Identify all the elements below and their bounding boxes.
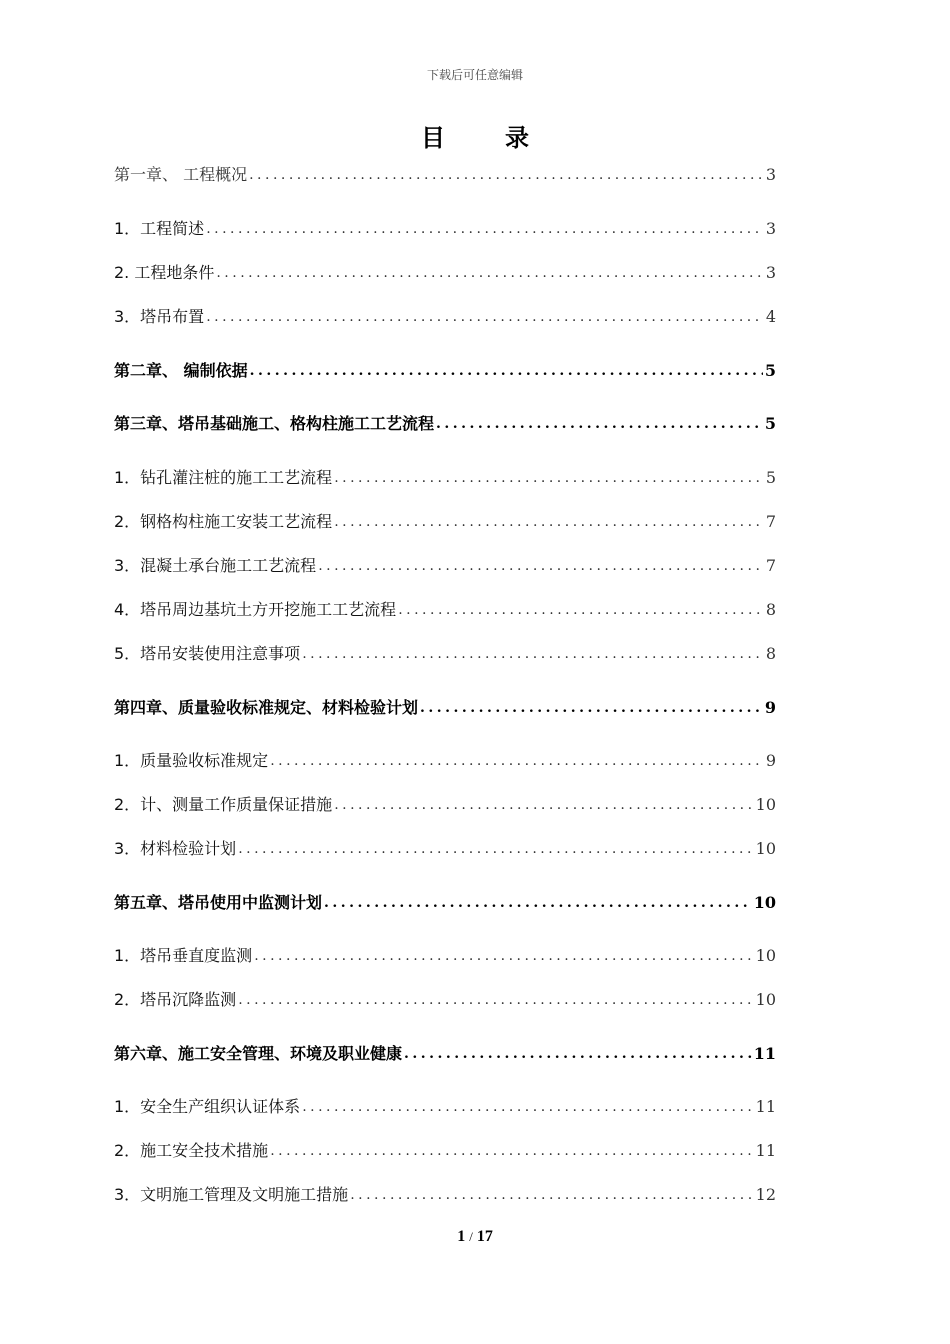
dot-leader <box>334 467 764 489</box>
dot-leader <box>334 794 753 816</box>
toc-entry-label: 第一章、 工程概况 <box>114 165 248 184</box>
toc-entry-page: 11 <box>755 1097 776 1116</box>
dot-leader <box>206 218 764 240</box>
toc-entry-label: 4．塔吊周边基坑土方开挖施工工艺流程 <box>114 600 397 619</box>
toc-entry-page: 10 <box>755 795 776 814</box>
toc-entry-page: 10 <box>755 990 776 1009</box>
toc-entry-page: 7 <box>765 512 776 531</box>
toc-entry-page: 5 <box>765 468 776 487</box>
toc-entry-page: 10 <box>755 839 776 858</box>
toc-entry-section-4-2[interactable] <box>114 790 776 816</box>
toc-entry-page: 3 <box>765 263 776 282</box>
dot-leader <box>350 1184 753 1206</box>
toc-entry-label: 5．塔吊安装使用注意事项 <box>114 644 301 663</box>
dot-leader <box>270 1140 753 1162</box>
toc-entry-page: 12 <box>755 1185 776 1204</box>
dot-leader <box>324 892 752 914</box>
toc-entry-section-6-2[interactable] <box>114 1136 776 1162</box>
toc-entry-chapter-2[interactable] <box>114 356 776 382</box>
toc-entry-label: 1．安全生产组织认证体系 <box>114 1097 301 1116</box>
toc-entry-page: 9 <box>764 698 776 717</box>
toc-entry-page: 7 <box>765 556 776 575</box>
toc-entry-section-4-3[interactable] <box>114 834 776 860</box>
toc-entry-label: 第二章、 编制依据 <box>114 361 248 380</box>
dot-leader <box>250 360 763 382</box>
toc-entry-label: 1．质量验收标准规定 <box>114 751 269 770</box>
toc-entry-section-3-5[interactable] <box>114 639 776 665</box>
toc-entry-label: 3．塔吊布置 <box>114 307 205 326</box>
toc-entry-label: 3．混凝土承台施工工艺流程 <box>114 556 317 575</box>
toc-entry-section-3-3[interactable] <box>114 551 776 577</box>
page-number <box>0 1228 950 1246</box>
dot-leader <box>420 697 763 719</box>
toc-entry-page: 11 <box>755 1141 776 1160</box>
dot-leader <box>249 164 764 186</box>
toc-entry-page: 8 <box>765 600 776 619</box>
dot-leader <box>254 945 753 967</box>
toc-entry-chapter-4[interactable] <box>114 693 776 719</box>
dot-leader <box>318 555 764 577</box>
toc-entry-page: 3 <box>765 165 776 184</box>
toc-entry-label: 第五章、塔吊使用中监测计划 <box>114 893 323 912</box>
toc-entry-page: 5 <box>764 414 776 433</box>
toc-entry-label: 1．工程简述 <box>114 219 205 238</box>
dot-leader <box>238 838 753 860</box>
toc-entry-section-5-2[interactable] <box>114 985 776 1011</box>
dot-leader <box>270 750 764 772</box>
dot-leader <box>436 413 763 435</box>
toc-entry-page: 5 <box>764 361 776 380</box>
toc-entry-section-6-1[interactable] <box>114 1092 776 1118</box>
page-separator: / <box>469 1229 473 1244</box>
toc-entry-section-1-1[interactable] <box>114 214 776 240</box>
toc-entry-page: 8 <box>765 644 776 663</box>
dot-leader <box>216 262 763 284</box>
page-current: 1 <box>457 1228 466 1245</box>
toc-entry-section-1-3[interactable] <box>114 302 776 328</box>
toc-entry-page: 11 <box>753 1044 776 1063</box>
toc-entry-label: 第三章、塔吊基础施工、格构柱施工工艺流程 <box>114 414 435 433</box>
toc-entry-chapter-6[interactable] <box>114 1039 776 1065</box>
page-total: 17 <box>476 1228 493 1245</box>
dot-leader <box>302 643 764 665</box>
toc-entry-chapter-3[interactable] <box>114 409 776 435</box>
toc-entry-chapter-1[interactable] <box>114 160 776 186</box>
toc-title: 目录 <box>421 124 589 152</box>
toc-entry-label: 2．钢格构柱施工安装工艺流程 <box>114 512 333 531</box>
dot-leader <box>206 306 764 328</box>
toc-entry-page: 10 <box>755 946 776 965</box>
dot-leader <box>404 1043 752 1065</box>
toc-entry-section-6-3[interactable] <box>114 1180 776 1206</box>
toc-entry-page: 9 <box>765 751 776 770</box>
toc-entry-label: 1．钻孔灌注桩的施工工艺流程 <box>114 468 333 487</box>
dot-leader <box>334 511 764 533</box>
dot-leader <box>398 599 764 621</box>
toc-entry-label: 2．塔吊沉降监测 <box>114 990 237 1009</box>
toc-entry-label: 3．文明施工管理及文明施工措施 <box>114 1185 349 1204</box>
toc-entry-label: 2. 工程地条件 <box>114 263 215 282</box>
toc-entry-section-3-2[interactable] <box>114 507 776 533</box>
toc-entry-page: 10 <box>753 893 776 912</box>
dot-leader <box>238 989 753 1011</box>
toc-entry-section-1-2[interactable] <box>114 258 776 284</box>
toc-entry-label: 第六章、施工安全管理、环境及职业健康 <box>114 1044 403 1063</box>
toc-entry-section-5-1[interactable] <box>114 941 776 967</box>
toc-entry-section-3-4[interactable] <box>114 595 776 621</box>
toc-entry-chapter-5[interactable] <box>114 888 776 914</box>
toc-entry-section-4-1[interactable] <box>114 746 776 772</box>
toc-entry-label: 2．计、测量工作质量保证措施 <box>114 795 333 814</box>
header-note: 下载后可任意编辑 <box>426 68 523 82</box>
toc-entry-label: 2．施工安全技术措施 <box>114 1141 269 1160</box>
toc-entry-label: 1．塔吊垂直度监测 <box>114 946 253 965</box>
toc-entry-section-3-1[interactable] <box>114 463 776 489</box>
toc-entry-label: 第四章、质量验收标准规定、材料检验计划 <box>114 698 419 717</box>
toc-entry-page: 4 <box>765 307 776 326</box>
toc-entry-label: 3．材料检验计划 <box>114 839 237 858</box>
toc-entry-page: 3 <box>765 219 776 238</box>
dot-leader <box>302 1096 753 1118</box>
